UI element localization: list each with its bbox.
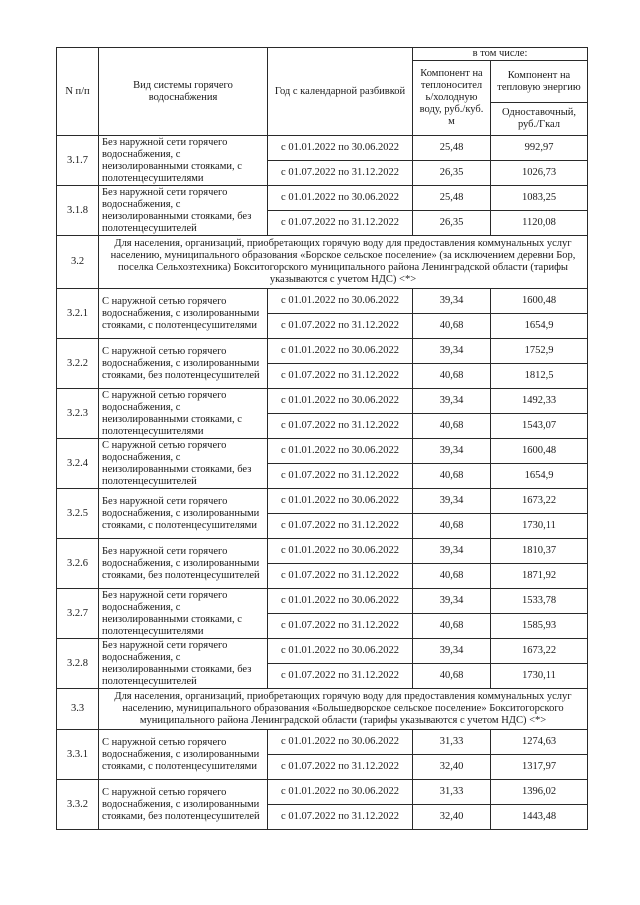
header-num: N п/п (57, 48, 99, 136)
row-water-component: 40,68 (413, 564, 491, 589)
row-period: с 01.07.2022 по 31.12.2022 (268, 414, 413, 439)
row-water-component: 40,68 (413, 314, 491, 339)
row-period: с 01.07.2022 по 31.12.2022 (268, 805, 413, 830)
table-row (57, 186, 588, 211)
row-period: с 01.01.2022 по 30.06.2022 (268, 439, 413, 464)
row-water-component: 32,40 (413, 755, 491, 780)
table-row (57, 730, 588, 755)
row-energy-component: 1026,73 (491, 161, 588, 186)
group-description: Для населения, организаций, приобретающих горячую воду для предоставления коммунальных услуг населению, муниципального образования «Большедворское сельское поселение» Бокситогорского муниципального района Ленинградской области (тарифы указываются с учетом НДС) <*> (99, 689, 588, 730)
row-period: с 01.07.2022 по 31.12.2022 (268, 464, 413, 489)
row-description: Без наружной сети горячего водоснабжения, с неизолированными стояками, с полотенцесушителями (99, 589, 268, 639)
row-period: с 01.01.2022 по 30.06.2022 (268, 780, 413, 805)
row-number: 3.2.4 (57, 439, 99, 489)
row-number: 3.1.7 (57, 136, 99, 186)
row-water-component: 40,68 (413, 514, 491, 539)
row-description: С наружной сетью горячего водоснабжения, с изолированными стояками, с полотенцесушителями (99, 730, 268, 780)
row-period: с 01.07.2022 по 31.12.2022 (268, 614, 413, 639)
row-water-component: 25,48 (413, 136, 491, 161)
header-heat-carrier: Компонент на теплоносител ь/холодную воду, руб./куб. м (413, 61, 491, 136)
row-number: 3.3.2 (57, 780, 99, 830)
row-number: 3.2.2 (57, 339, 99, 389)
header-including: в том числе: (413, 48, 588, 61)
table-row (57, 289, 588, 314)
row-energy-component: 1812,5 (491, 364, 588, 389)
row-energy-component: 992,97 (491, 136, 588, 161)
row-water-component: 39,34 (413, 389, 491, 414)
table-row (57, 136, 588, 161)
row-energy-component: 1083,25 (491, 186, 588, 211)
row-period: с 01.07.2022 по 31.12.2022 (268, 211, 413, 236)
row-period: с 01.07.2022 по 31.12.2022 (268, 664, 413, 689)
row-water-component: 40,68 (413, 414, 491, 439)
row-number: 3.2.1 (57, 289, 99, 339)
row-water-component: 26,35 (413, 161, 491, 186)
row-energy-component: 1730,11 (491, 664, 588, 689)
row-period: с 01.01.2022 по 30.06.2022 (268, 289, 413, 314)
header-system-type: Вид системы горячего водоснабжения (99, 48, 268, 136)
row-water-component: 39,34 (413, 489, 491, 514)
row-number: 3.2.6 (57, 539, 99, 589)
row-water-component: 39,34 (413, 439, 491, 464)
row-energy-component: 1492,33 (491, 389, 588, 414)
table-row (57, 389, 588, 414)
row-description: С наружной сетью горячего водоснабжения, с неизолированными стояками, с полотенцесушителями (99, 389, 268, 439)
row-period: с 01.07.2022 по 31.12.2022 (268, 364, 413, 389)
row-water-component: 26,35 (413, 211, 491, 236)
row-number: 3.2.8 (57, 639, 99, 689)
row-period: с 01.01.2022 по 30.06.2022 (268, 730, 413, 755)
row-period: с 01.01.2022 по 30.06.2022 (268, 186, 413, 211)
group-number: 3.3 (57, 689, 99, 730)
row-energy-component: 1810,37 (491, 539, 588, 564)
table-row (57, 539, 588, 564)
header-single-rate: Одноставочный, руб./Гкал (491, 103, 588, 136)
row-energy-component: 1317,97 (491, 755, 588, 780)
row-water-component: 31,33 (413, 780, 491, 805)
row-period: с 01.07.2022 по 31.12.2022 (268, 564, 413, 589)
row-description: Без наружной сети горячего водоснабжения, с неизолированными стояками, без полотенцесушителей (99, 639, 268, 689)
row-period: с 01.01.2022 по 30.06.2022 (268, 639, 413, 664)
row-energy-component: 1673,22 (491, 489, 588, 514)
row-energy-component: 1730,11 (491, 514, 588, 539)
row-period: с 01.07.2022 по 31.12.2022 (268, 755, 413, 780)
row-description: Без наружной сети горячего водоснабжения, с неизолированными стояками, с полотенцесушителями (99, 136, 268, 186)
row-water-component: 39,34 (413, 589, 491, 614)
row-energy-component: 1443,48 (491, 805, 588, 830)
row-water-component: 40,68 (413, 664, 491, 689)
header-row-1 (57, 48, 588, 61)
row-energy-component: 1654,9 (491, 464, 588, 489)
group-row (57, 689, 588, 730)
row-description: Без наружной сети горячего водоснабжения, с изолированными стояками, без полотенцесушителей (99, 539, 268, 589)
header-thermal-energy: Компонент на тепловую энергию (491, 61, 588, 103)
row-energy-component: 1600,48 (491, 289, 588, 314)
row-period: с 01.07.2022 по 31.12.2022 (268, 514, 413, 539)
row-water-component: 31,33 (413, 730, 491, 755)
row-water-component: 40,68 (413, 614, 491, 639)
table-row (57, 639, 588, 664)
header-year-period: Год с календарной разбивкой (268, 48, 413, 136)
row-water-component: 39,34 (413, 639, 491, 664)
table-row (57, 339, 588, 364)
group-number: 3.2 (57, 236, 99, 289)
row-energy-component: 1752,9 (491, 339, 588, 364)
row-energy-component: 1120,08 (491, 211, 588, 236)
tariff-table (56, 47, 588, 830)
row-water-component: 32,40 (413, 805, 491, 830)
row-description: С наружной сетью горячего водоснабжения, с неизолированными стояками, без полотенцесушителей (99, 439, 268, 489)
row-water-component: 39,34 (413, 539, 491, 564)
row-period: с 01.01.2022 по 30.06.2022 (268, 136, 413, 161)
row-number: 3.2.7 (57, 589, 99, 639)
row-energy-component: 1543,07 (491, 414, 588, 439)
table-row (57, 780, 588, 805)
row-period: с 01.07.2022 по 31.12.2022 (268, 161, 413, 186)
row-period: с 01.01.2022 по 30.06.2022 (268, 389, 413, 414)
table-row (57, 589, 588, 614)
row-water-component: 40,68 (413, 364, 491, 389)
row-period: с 01.07.2022 по 31.12.2022 (268, 314, 413, 339)
row-period: с 01.01.2022 по 30.06.2022 (268, 589, 413, 614)
row-description: Без наружной сети горячего водоснабжения, с неизолированными стояками, без полотенцесушителей (99, 186, 268, 236)
row-number: 3.1.8 (57, 186, 99, 236)
row-water-component: 39,34 (413, 339, 491, 364)
row-description: С наружной сетью горячего водоснабжения, с изолированными стояками, с полотенцесушителями (99, 289, 268, 339)
row-period: с 01.01.2022 по 30.06.2022 (268, 539, 413, 564)
row-energy-component: 1396,02 (491, 780, 588, 805)
group-description: Для населения, организаций, приобретающих горячую воду для предоставления коммунальных услуг населению, муниципального образования «Борское сельское поселение» (за исключением деревни Бор, поселка Сельхозтехника) Бокситогорского муниципального района Ленинградской области (тарифы указываются с учетом НДС) <*> (99, 236, 588, 289)
row-water-component: 39,34 (413, 289, 491, 314)
row-energy-component: 1871,92 (491, 564, 588, 589)
row-period: с 01.01.2022 по 30.06.2022 (268, 489, 413, 514)
row-energy-component: 1585,93 (491, 614, 588, 639)
row-water-component: 25,48 (413, 186, 491, 211)
group-row (57, 236, 588, 289)
row-energy-component: 1673,22 (491, 639, 588, 664)
row-energy-component: 1654,9 (491, 314, 588, 339)
row-number: 3.2.3 (57, 389, 99, 439)
row-number: 3.3.1 (57, 730, 99, 780)
row-period: с 01.01.2022 по 30.06.2022 (268, 339, 413, 364)
row-description: С наружной сетью горячего водоснабжения, с изолированными стояками, без полотенцесушителей (99, 780, 268, 830)
row-energy-component: 1274,63 (491, 730, 588, 755)
row-energy-component: 1600,48 (491, 439, 588, 464)
row-description: Без наружной сети горячего водоснабжения, с изолированными стояками, с полотенцесушителями (99, 489, 268, 539)
row-number: 3.2.5 (57, 489, 99, 539)
table-row (57, 439, 588, 464)
row-water-component: 40,68 (413, 464, 491, 489)
row-description: С наружной сетью горячего водоснабжения, с изолированными стояками, без полотенцесушителей (99, 339, 268, 389)
table-row (57, 489, 588, 514)
row-energy-component: 1533,78 (491, 589, 588, 614)
